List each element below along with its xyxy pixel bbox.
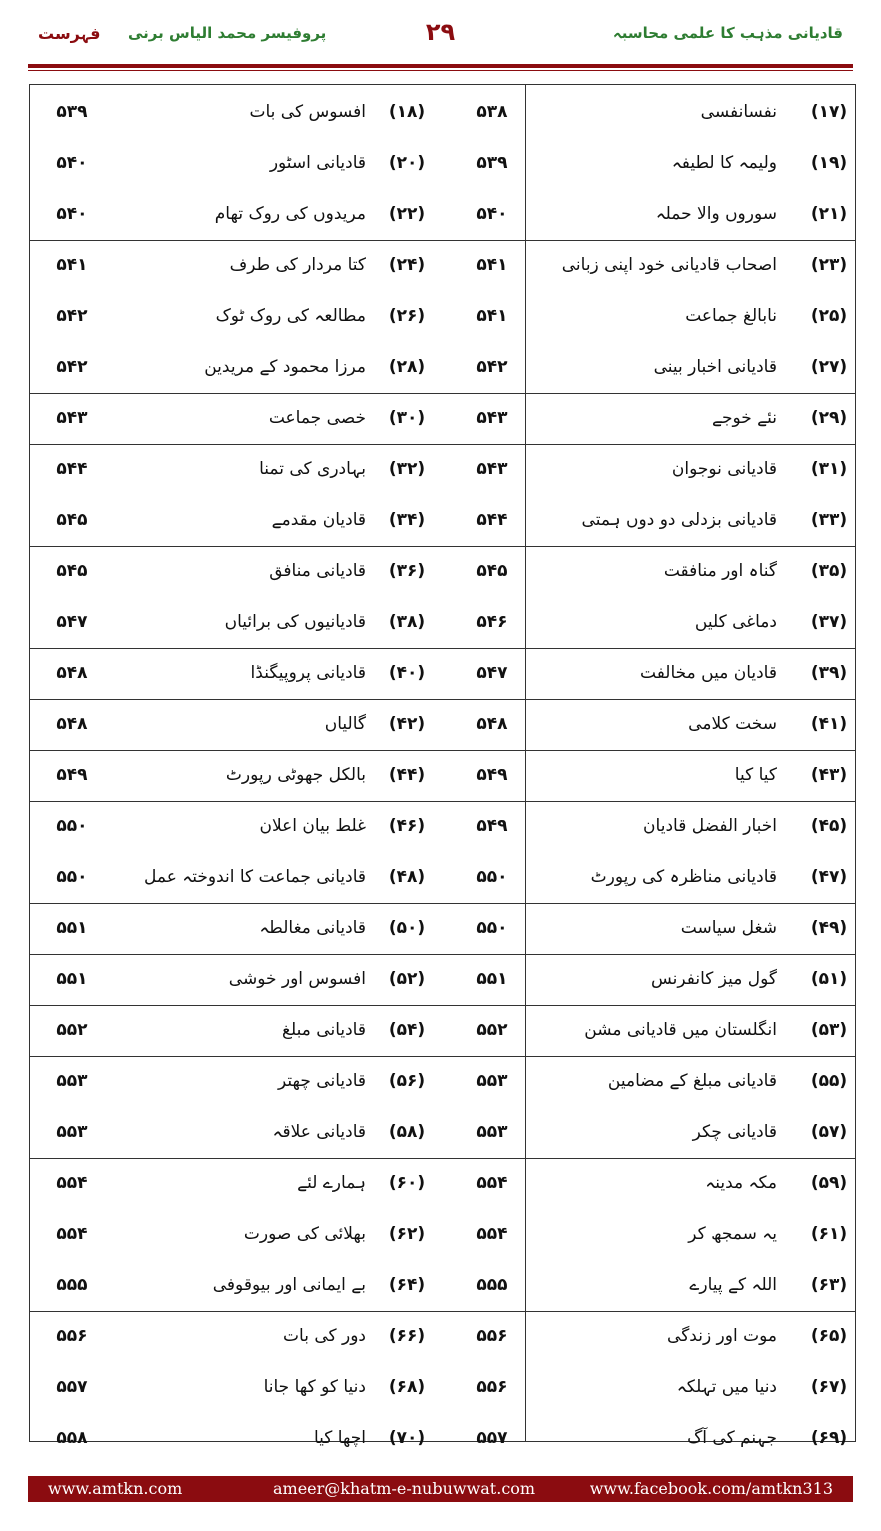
entry-title-left: ہمارے لئے [297,1173,366,1193]
table-row [30,342,855,393]
entry-page-left: ۵۵۸ [56,1428,88,1448]
table-row [30,546,855,597]
group-divider [30,699,855,700]
entry-title-left: بھلائی کی صورت [243,1224,366,1244]
entry-page-right: ۵۴۹ [476,816,508,836]
entry-title-right: سخت کلامی [688,714,777,734]
entry-page-left: ۵۴۸ [56,714,88,734]
table-row [30,648,855,699]
entry-page-left: ۵۴۱ [56,255,88,275]
group-divider [30,546,855,547]
entry-number-left: (۴۴) [388,765,426,785]
entry-page-left: ۵۴۷ [56,612,88,632]
entry-page-left: ۵۵۰ [56,816,88,836]
entry-number-left: (۳۴) [388,510,426,530]
entry-number-right: (۶۱) [810,1224,848,1244]
entry-title-right: قادیانی مبلغ کے مضامین [607,1071,777,1091]
entry-number-right: (۱۹) [810,153,848,173]
entry-number-right: (۶۷) [810,1377,848,1397]
entry-page-left: ۵۴۴ [56,459,88,479]
entry-number-left: (۵۸) [388,1122,426,1142]
entry-page-left: ۵۴۲ [56,357,88,377]
entry-number-right: (۲۵) [810,306,848,326]
entry-page-right: ۵۴۱ [476,306,508,326]
table-row [30,1005,855,1056]
entry-page-left: ۵۵۰ [56,867,88,887]
group-divider [30,903,855,904]
group-divider [30,1056,855,1057]
entry-title-left: دور کی بات [283,1326,366,1346]
entry-page-left: ۵۴۹ [56,765,88,785]
entry-number-left: (۶۴) [388,1275,426,1295]
entry-title-right: کیا کیا [734,765,777,785]
entry-title-right: قادیانی چکر [692,1122,777,1142]
entry-title-left: مطالعہ کی روک ٹوک [215,306,366,326]
entry-page-left: ۵۵۲ [56,1020,88,1040]
entry-page-left: ۵۵۷ [56,1377,88,1397]
entry-title-left: قادیانی جماعت کا اندوختہ عمل [144,867,366,887]
entry-number-left: (۶۰) [388,1173,426,1193]
group-divider [30,444,855,445]
entry-title-left: خصی جماعت [268,408,366,428]
facebook-link[interactable]: www.facebook.com/amtkn313 [589,1479,833,1498]
table-row [30,1158,855,1209]
table-row [30,1056,855,1107]
table-row [30,1413,855,1464]
entry-number-left: (۵۲) [388,969,426,989]
entry-number-left: (۵۴) [388,1020,426,1040]
entry-title-right: اللہ کے پیارے [689,1275,777,1295]
entry-page-right: ۵۴۵ [476,561,508,581]
entry-page-left: ۵۵۶ [56,1326,88,1346]
entry-title-left: قادیانی منافق [269,561,366,581]
entry-page-right: ۵۴۳ [476,408,508,428]
header-rule-thick [28,64,853,68]
group-divider [30,648,855,649]
entry-number-left: (۴۶) [388,816,426,836]
table-row [30,189,855,240]
entry-number-right: (۳۷) [810,612,848,632]
entry-page-left: ۵۵۳ [56,1122,88,1142]
entry-page-right: ۵۵۵ [476,1275,508,1295]
group-divider [30,801,855,802]
website-link[interactable]: www.amtkn.com [48,1479,183,1498]
entry-page-left: ۵۵۳ [56,1071,88,1091]
entry-title-right: گول میز کانفرنس [650,969,777,989]
entry-page-left: ۵۵۱ [56,969,88,989]
entry-title-left: قادیانی مغالطہ [259,918,366,938]
entry-page-left: ۵۴۰ [56,153,88,173]
entry-title-left: بالکل جھوٹی رپورٹ [225,765,366,785]
book-title: قادیانی مذہب کا علمی محاسبہ [612,24,843,42]
table-row [30,954,855,1005]
entry-number-left: (۴۰) [388,663,426,683]
entry-page-left: ۵۴۲ [56,306,88,326]
entry-page-right: ۵۴۴ [476,510,508,530]
entry-page-right: ۵۵۶ [476,1326,508,1346]
entry-page-left: ۵۳۹ [56,102,88,122]
group-divider [30,1311,855,1312]
entry-title-right: انگلستان میں قادیانی مشن [584,1020,777,1040]
entry-page-right: ۵۵۲ [476,1020,508,1040]
entry-number-left: (۲۲) [388,204,426,224]
entry-page-right: ۵۳۸ [476,102,508,122]
entry-title-right: قادیانی اخبار بینی [653,357,777,377]
table-row [30,240,855,291]
entry-title-left: مریدوں کی روک تھام [214,204,366,224]
group-divider [30,240,855,241]
entry-title-right: ولیمہ کا لطیفہ [671,153,777,173]
entry-title-left: قادیانی چھتر [278,1071,366,1091]
group-divider [30,954,855,955]
entry-number-right: (۴۳) [810,765,848,785]
group-divider [30,1158,855,1159]
table-row [30,393,855,444]
entry-page-right: ۵۴۷ [476,663,508,683]
page-number: ۲۹ [425,18,456,46]
table-row [30,87,855,138]
entry-title-left: بہادری کی تمنا [259,459,366,479]
entry-page-right: ۵۴۹ [476,765,508,785]
entry-title-left: بے ایمانی اور بیوقوفی [212,1275,366,1295]
entry-title-right: سوروں والا حملہ [655,204,777,224]
entry-page-right: ۵۴۸ [476,714,508,734]
entry-title-right: نفسانفسی [700,102,777,122]
table-row [30,903,855,954]
entry-title-left: قادیانی اسٹور [269,153,366,173]
table-row [30,1107,855,1158]
entry-number-right: (۴۵) [810,816,848,836]
entry-page-right: ۵۴۳ [476,459,508,479]
section-label: فہرست [38,24,101,43]
entry-title-left: غلط بیان اعلان [259,816,366,836]
entry-title-right: دماغی کلیں [694,612,777,632]
table-row [30,444,855,495]
table-row [30,291,855,342]
entry-number-right: (۱۷) [810,102,848,122]
entry-page-right: ۵۵۰ [476,867,508,887]
group-divider [30,1005,855,1006]
entry-number-right: (۶۳) [810,1275,848,1295]
entry-page-left: ۵۵۵ [56,1275,88,1295]
entry-number-left: (۴۲) [388,714,426,734]
entry-title-right: اخبار الفضل قادیان [643,816,777,836]
table-row [30,597,855,648]
page-footer [28,1476,853,1502]
entry-number-right: (۵۵) [810,1071,848,1091]
entry-number-right: (۵۳) [810,1020,848,1040]
table-row [30,138,855,189]
entry-number-right: (۲۱) [810,204,848,224]
entry-number-right: (۴۱) [810,714,848,734]
entry-page-left: ۵۴۵ [56,510,88,530]
entry-title-left: کتا مردار کی طرف [229,255,366,275]
contents-table [29,84,856,1448]
entry-number-left: (۶۲) [388,1224,426,1244]
entry-page-right: ۵۴۰ [476,204,508,224]
entry-number-left: (۳۰) [388,408,426,428]
entry-page-right: ۵۵۳ [476,1122,508,1142]
table-row [30,1362,855,1413]
entry-page-right: ۵۵۶ [476,1377,508,1397]
entry-title-left: افسوس اور خوشی [228,969,366,989]
entry-page-right: ۵۵۴ [476,1224,508,1244]
entry-title-left: قادیانی پروپیگنڈا [250,663,366,683]
entry-title-right: دنیا میں تہلکہ [676,1377,777,1397]
entry-page-left: ۵۴۰ [56,204,88,224]
entry-page-right: ۵۵۷ [476,1428,508,1448]
entry-number-left: (۲۰) [388,153,426,173]
entry-title-right: یہ سمجھ کر [688,1224,777,1244]
entry-number-right: (۴۹) [810,918,848,938]
entry-number-left: (۲۸) [388,357,426,377]
entry-number-right: (۳۳) [810,510,848,530]
entry-number-left: (۲۶) [388,306,426,326]
entry-title-right: قادیانی بزدلی دو دوں ہمتی [581,510,777,530]
entry-number-right: (۵۱) [810,969,848,989]
header-rule-thin [28,70,853,71]
table-row [30,801,855,852]
table-row [30,495,855,546]
entry-title-left: مرزا محمود کے مریدین [204,357,366,377]
entry-page-left: ۵۵۱ [56,918,88,938]
table-row [30,699,855,750]
table-row [30,750,855,801]
group-divider [30,750,855,751]
entry-page-left: ۵۵۴ [56,1173,88,1193]
author-name: پروفیسر محمد الیاس برنی [128,24,327,42]
entry-page-right: ۵۵۳ [476,1071,508,1091]
entry-title-left: قادیانی مبلغ [281,1020,366,1040]
entry-number-left: (۶۶) [388,1326,426,1346]
entry-title-left: اچھا کیا [313,1428,366,1448]
entry-title-right: موت اور زندگی [667,1326,777,1346]
entry-page-left: ۵۴۳ [56,408,88,428]
entry-number-left: (۲۴) [388,255,426,275]
table-row [30,1209,855,1260]
entry-number-right: (۴۷) [810,867,848,887]
entry-title-left: افسوس کی بات [249,102,366,122]
entry-number-left: (۳۶) [388,561,426,581]
entry-page-right: ۵۴۲ [476,357,508,377]
entry-number-right: (۵۷) [810,1122,848,1142]
group-divider [30,393,855,394]
entry-title-right: اصحاب قادیانی خود اپنی زبانی [561,255,777,275]
entry-number-right: (۳۵) [810,561,848,581]
entry-page-right: ۵۳۹ [476,153,508,173]
entry-title-right: قادیان میں مخالفت [640,663,777,683]
entry-number-left: (۱۸) [388,102,426,122]
email-link[interactable]: ameer@khatm-e-nubuwwat.com [273,1479,536,1498]
entry-title-right: مکہ مدینہ [705,1173,777,1193]
entry-title-left: قادیانی علاقہ [272,1122,366,1142]
entry-title-right: نئے خوجے [712,408,777,428]
entry-page-right: ۵۵۰ [476,918,508,938]
entry-page-right: ۵۵۱ [476,969,508,989]
entry-number-right: (۲۹) [810,408,848,428]
entry-title-right: قادیانی نوجوان [671,459,777,479]
entry-page-right: ۵۴۶ [476,612,508,632]
entry-page-right: ۵۵۴ [476,1173,508,1193]
entry-title-left: قادیان مقدمے [271,510,366,530]
entry-number-left: (۵۰) [388,918,426,938]
entry-number-right: (۶۵) [810,1326,848,1346]
entry-page-left: ۵۴۸ [56,663,88,683]
page-header [28,18,853,58]
entry-number-left: (۶۸) [388,1377,426,1397]
entry-number-right: (۲۷) [810,357,848,377]
entry-number-right: (۳۱) [810,459,848,479]
entry-number-right: (۵۹) [810,1173,848,1193]
entry-title-left: گالیاں [324,714,366,734]
table-row [30,1260,855,1311]
entry-title-right: شغل سیاست [680,918,777,938]
entry-number-right: (۳۹) [810,663,848,683]
table-row [30,852,855,903]
entry-page-right: ۵۴۱ [476,255,508,275]
entry-number-left: (۴۸) [388,867,426,887]
entry-title-left: قادیانیوں کی برائیاں [224,612,366,632]
entry-page-left: ۵۴۵ [56,561,88,581]
entry-number-right: (۲۳) [810,255,848,275]
entry-number-left: (۳۸) [388,612,426,632]
entry-title-right: قادیانی مناظرہ کی رپورٹ [590,867,777,887]
entry-title-right: جہنم کی آگ [687,1428,777,1448]
entry-title-left: دنیا کو کھا جانا [263,1377,366,1397]
entry-number-left: (۵۶) [388,1071,426,1091]
entry-title-right: گناہ اور منافقت [663,561,777,581]
entry-number-left: (۷۰) [388,1428,426,1448]
entry-number-right: (۶۹) [810,1428,848,1448]
table-row [30,1311,855,1362]
entry-page-left: ۵۵۴ [56,1224,88,1244]
entry-number-left: (۳۲) [388,459,426,479]
entry-title-right: نابالغ جماعت [685,306,777,326]
